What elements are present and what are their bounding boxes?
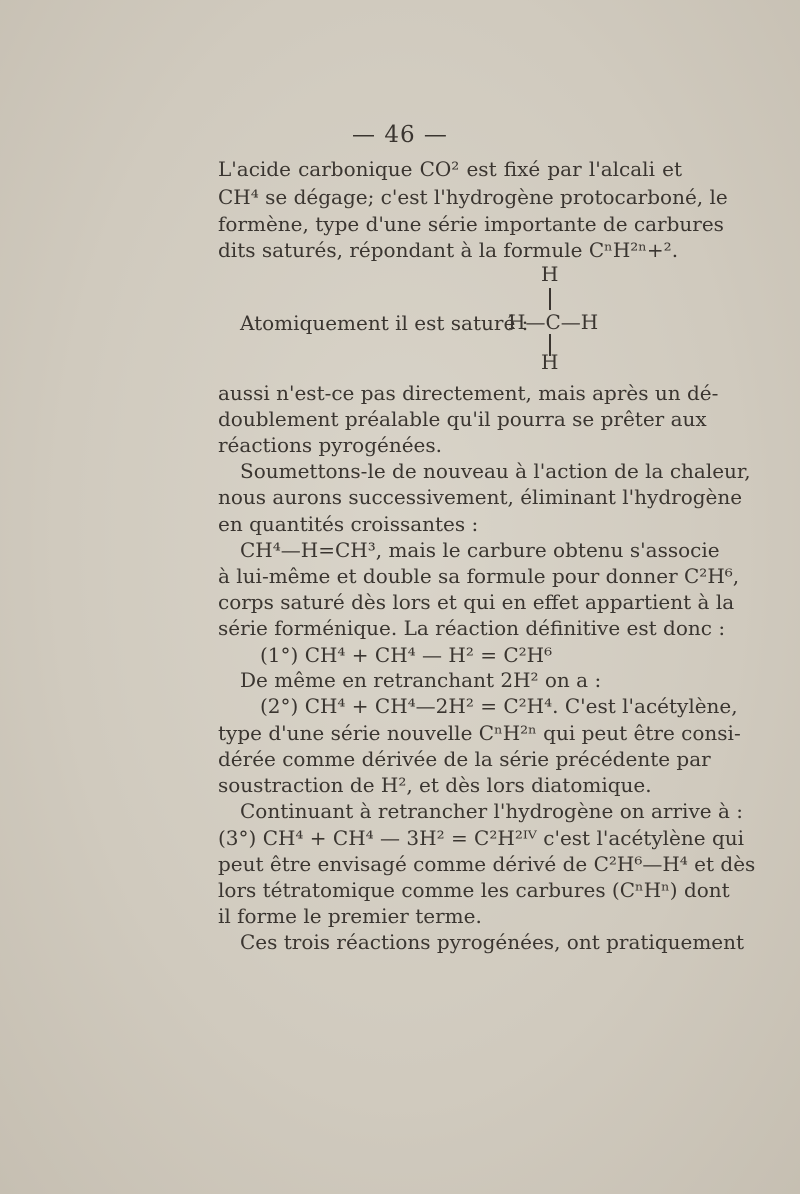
formula-middle: H—C—H (508, 310, 599, 334)
text-line-5: Atomiquement il est saturé : (240, 311, 529, 335)
text-line-17: De même en retranchant 2H² on a : (240, 668, 602, 692)
text-line-22: Continuant à retrancher l'hydrogène on arrive à : (240, 799, 743, 823)
text-line-6: aussi n'est-ce pas directement, mais après un dé- (218, 381, 719, 405)
page-number: — 46 — (352, 122, 448, 148)
text-line-1: L'acide carbonique CO² est fixé par l'alcali et (218, 157, 682, 181)
text-line-23: (3°) CH⁴ + CH⁴ — 3H² = C²H²ᴵⱽ c'est l'acétylène qui (218, 826, 745, 850)
text-line-9: Soumettons-le de nouveau à l'action de la chaleur, (240, 459, 751, 483)
text-line-15: série forménique. La réaction définitive est donc : (218, 616, 726, 640)
formula-top-h: H (541, 262, 559, 286)
text-line-24: peut être envisagé comme dérivé de C²H⁶—H⁴ et dès (218, 852, 756, 876)
text-line-13: à lui-même et double sa formule pour donner C²H⁶, (218, 564, 740, 588)
text-line-19: type d'une série nouvelle CⁿH²ⁿ qui peut être consi- (218, 721, 741, 745)
text-line-26: il forme le premier terme. (218, 904, 482, 928)
formula-bottom-h: H (541, 350, 559, 374)
text-line-10: nous aurons successivement, éliminant l'hydrogène (218, 485, 743, 509)
text-line-27: Ces trois réactions pyrogénées, ont pratiquement (240, 930, 745, 954)
text-line-18: (2°) CH⁴ + CH⁴—2H² = C²H⁴. C'est l'acétylène, (260, 694, 738, 718)
text-line-7: doublement préalable qu'il pourra se prêter aux (218, 407, 707, 431)
text-line-2: CH⁴ se dégage; c'est l'hydrogène protocarboné, le (218, 185, 728, 209)
text-line-21: soustraction de H², et dès lors diatomique. (218, 773, 652, 797)
text-line-25: lors tétratomique comme les carbures (CⁿHⁿ) dont (218, 878, 730, 902)
text-line-11: en quantités croissantes : (218, 512, 479, 536)
formula-bond-top (549, 288, 551, 310)
text-line-20: dérée comme dérivée de la série précédente par (218, 747, 711, 771)
text-line-12: CH⁴—H=CH³, mais le carbure obtenu s'associe (240, 538, 720, 562)
text-line-8: réactions pyrogénées. (218, 433, 443, 457)
text-line-4: dits saturés, répondant à la formule CⁿH²ⁿ+². (218, 238, 679, 262)
text-line-3: formène, type d'une série importante de carbures (218, 212, 724, 236)
text-line-16: (1°) CH⁴ + CH⁴ — H² = C²H⁶ (260, 643, 553, 667)
text-line-14: corps saturé dès lors et qui en effet appartient à la (218, 590, 735, 614)
